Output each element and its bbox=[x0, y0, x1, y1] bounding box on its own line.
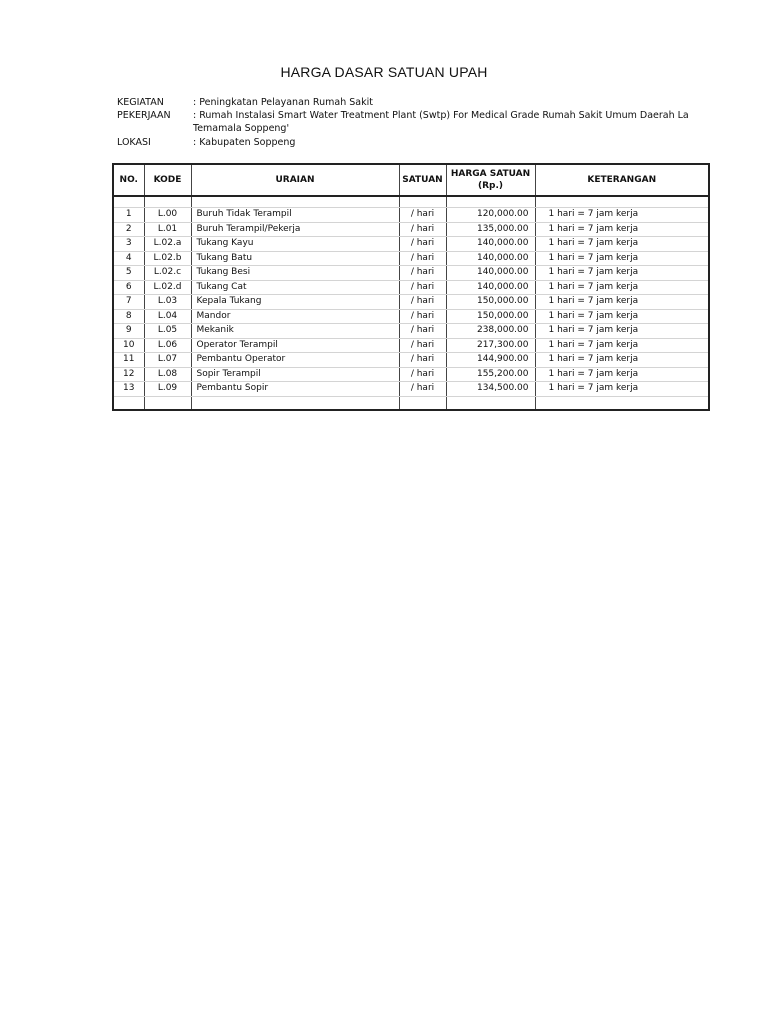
cell-keterangan: 1 hari = 7 jam kerja bbox=[535, 208, 709, 223]
cell-harga-satuan: 140,000.00 bbox=[446, 280, 535, 295]
table-row bbox=[113, 280, 709, 295]
cell-uraian: Pembantu Operator bbox=[191, 353, 399, 368]
cell-no: 6 bbox=[113, 280, 144, 295]
cell-no: 2 bbox=[113, 222, 144, 237]
table-row bbox=[113, 324, 709, 339]
cell-satuan: / hari bbox=[399, 280, 446, 295]
lokasi-label: LOKASI bbox=[117, 137, 151, 148]
cell-satuan: / hari bbox=[399, 309, 446, 324]
pekerjaan-label: PEKERJAAN bbox=[117, 110, 171, 121]
cell-harga-satuan: 134,500.00 bbox=[446, 382, 535, 397]
header-harga-line1: HARGA SATUAN bbox=[450, 169, 531, 179]
table-header-row bbox=[113, 164, 709, 196]
spacer-row bbox=[113, 396, 709, 410]
cell-keterangan: 1 hari = 7 jam kerja bbox=[535, 324, 709, 339]
cell-uraian: Tukang Cat bbox=[191, 280, 399, 295]
cell-satuan: / hari bbox=[399, 382, 446, 397]
cell-uraian: Buruh Tidak Terampil bbox=[191, 208, 399, 223]
cell-uraian: Mekanik bbox=[191, 324, 399, 339]
table-row bbox=[113, 309, 709, 324]
cell-harga-satuan: 144,900.00 bbox=[446, 353, 535, 368]
cell-uraian: Kepala Tukang bbox=[191, 295, 399, 310]
cell-harga-satuan: 135,000.00 bbox=[446, 222, 535, 237]
cell-uraian: Tukang Batu bbox=[191, 251, 399, 266]
cell-kode: L.02.a bbox=[144, 237, 191, 252]
cell-kode: L.01 bbox=[144, 222, 191, 237]
table-row bbox=[113, 382, 709, 397]
cell-satuan: / hari bbox=[399, 295, 446, 310]
cell-keterangan: 1 hari = 7 jam kerja bbox=[535, 251, 709, 266]
project-info bbox=[117, 96, 717, 149]
cell-uraian: Sopir Terampil bbox=[191, 367, 399, 382]
header-satuan: SATUAN bbox=[399, 164, 446, 196]
cell-satuan: / hari bbox=[399, 222, 446, 237]
header-kode: KODE bbox=[144, 164, 191, 196]
cell-satuan: / hari bbox=[399, 367, 446, 382]
cell-kode: L.03 bbox=[144, 295, 191, 310]
cell-kode: L.02.b bbox=[144, 251, 191, 266]
cell-no: 5 bbox=[113, 266, 144, 281]
cell-keterangan: 1 hari = 7 jam kerja bbox=[535, 367, 709, 382]
cell-keterangan: 1 hari = 7 jam kerja bbox=[535, 353, 709, 368]
cell-satuan: / hari bbox=[399, 338, 446, 353]
table-row bbox=[113, 237, 709, 252]
cell-harga-satuan: 150,000.00 bbox=[446, 295, 535, 310]
cell-no: 12 bbox=[113, 367, 144, 382]
cell-kode: L.08 bbox=[144, 367, 191, 382]
cell-harga-satuan: 217,300.00 bbox=[446, 338, 535, 353]
cell-no: 11 bbox=[113, 353, 144, 368]
pekerjaan-row bbox=[117, 109, 717, 135]
table-row bbox=[113, 208, 709, 223]
cell-harga-satuan: 140,000.00 bbox=[446, 251, 535, 266]
kegiatan-label: KEGIATAN bbox=[117, 97, 164, 108]
cell-uraian: Operator Terampil bbox=[191, 338, 399, 353]
cell-no: 13 bbox=[113, 382, 144, 397]
cell-keterangan: 1 hari = 7 jam kerja bbox=[535, 222, 709, 237]
cell-satuan: / hari bbox=[399, 237, 446, 252]
table-row bbox=[113, 295, 709, 310]
cell-kode: L.09 bbox=[144, 382, 191, 397]
cell-no: 7 bbox=[113, 295, 144, 310]
cell-keterangan: 1 hari = 7 jam kerja bbox=[535, 309, 709, 324]
cell-keterangan: 1 hari = 7 jam kerja bbox=[535, 382, 709, 397]
header-harga-line2: (Rp.) bbox=[477, 181, 504, 191]
cell-uraian: Mandor bbox=[191, 309, 399, 324]
cell-no: 1 bbox=[113, 208, 144, 223]
table-row bbox=[113, 367, 709, 382]
cell-uraian: Tukang Kayu bbox=[191, 237, 399, 252]
cell-no: 10 bbox=[113, 338, 144, 353]
wage-table bbox=[112, 163, 710, 411]
lokasi-value: : Kabupaten Soppeng bbox=[193, 137, 296, 148]
page-title: HARGA DASAR SATUAN UPAH bbox=[280, 64, 488, 80]
header-uraian: URAIAN bbox=[191, 164, 399, 196]
header-no: NO. bbox=[113, 164, 144, 196]
cell-kode: L.02.d bbox=[144, 280, 191, 295]
table-row bbox=[113, 353, 709, 368]
header-keterangan: KETERANGAN bbox=[535, 164, 709, 196]
cell-satuan: / hari bbox=[399, 251, 446, 266]
cell-harga-satuan: 140,000.00 bbox=[446, 237, 535, 252]
cell-harga-satuan: 140,000.00 bbox=[446, 266, 535, 281]
cell-keterangan: 1 hari = 7 jam kerja bbox=[535, 237, 709, 252]
cell-kode: L.06 bbox=[144, 338, 191, 353]
pekerjaan-value: : Rumah Instalasi Smart Water Treatment Plant (Swtp) For Medical Grade Rumah Sakit Umum Daerah La Temamala Soppeng' bbox=[193, 110, 689, 134]
cell-kode: L.04 bbox=[144, 309, 191, 324]
cell-uraian: Tukang Besi bbox=[191, 266, 399, 281]
cell-uraian: Buruh Terampil/Pekerja bbox=[191, 222, 399, 237]
table-row bbox=[113, 251, 709, 266]
cell-keterangan: 1 hari = 7 jam kerja bbox=[535, 266, 709, 281]
cell-harga-satuan: 155,200.00 bbox=[446, 367, 535, 382]
kegiatan-row bbox=[117, 96, 717, 109]
cell-keterangan: 1 hari = 7 jam kerja bbox=[535, 295, 709, 310]
cell-satuan: / hari bbox=[399, 266, 446, 281]
cell-harga-satuan: 238,000.00 bbox=[446, 324, 535, 339]
table-row bbox=[113, 338, 709, 353]
cell-uraian: Pembantu Sopir bbox=[191, 382, 399, 397]
cell-kode: L.05 bbox=[144, 324, 191, 339]
lokasi-row bbox=[117, 136, 717, 149]
cell-no: 4 bbox=[113, 251, 144, 266]
cell-kode: L.07 bbox=[144, 353, 191, 368]
table-row bbox=[113, 222, 709, 237]
kegiatan-value: : Peningkatan Pelayanan Rumah Sakit bbox=[193, 97, 373, 108]
cell-kode: L.02.c bbox=[144, 266, 191, 281]
cell-harga-satuan: 120,000.00 bbox=[446, 208, 535, 223]
cell-no: 8 bbox=[113, 309, 144, 324]
cell-satuan: / hari bbox=[399, 353, 446, 368]
header-harga-satuan bbox=[446, 164, 535, 196]
cell-no: 3 bbox=[113, 237, 144, 252]
cell-no: 9 bbox=[113, 324, 144, 339]
spacer-row bbox=[113, 196, 709, 208]
cell-kode: L.00 bbox=[144, 208, 191, 223]
cell-keterangan: 1 hari = 7 jam kerja bbox=[535, 338, 709, 353]
cell-harga-satuan: 150,000.00 bbox=[446, 309, 535, 324]
cell-satuan: / hari bbox=[399, 324, 446, 339]
table-row bbox=[113, 266, 709, 281]
cell-satuan: / hari bbox=[399, 208, 446, 223]
cell-keterangan: 1 hari = 7 jam kerja bbox=[535, 280, 709, 295]
